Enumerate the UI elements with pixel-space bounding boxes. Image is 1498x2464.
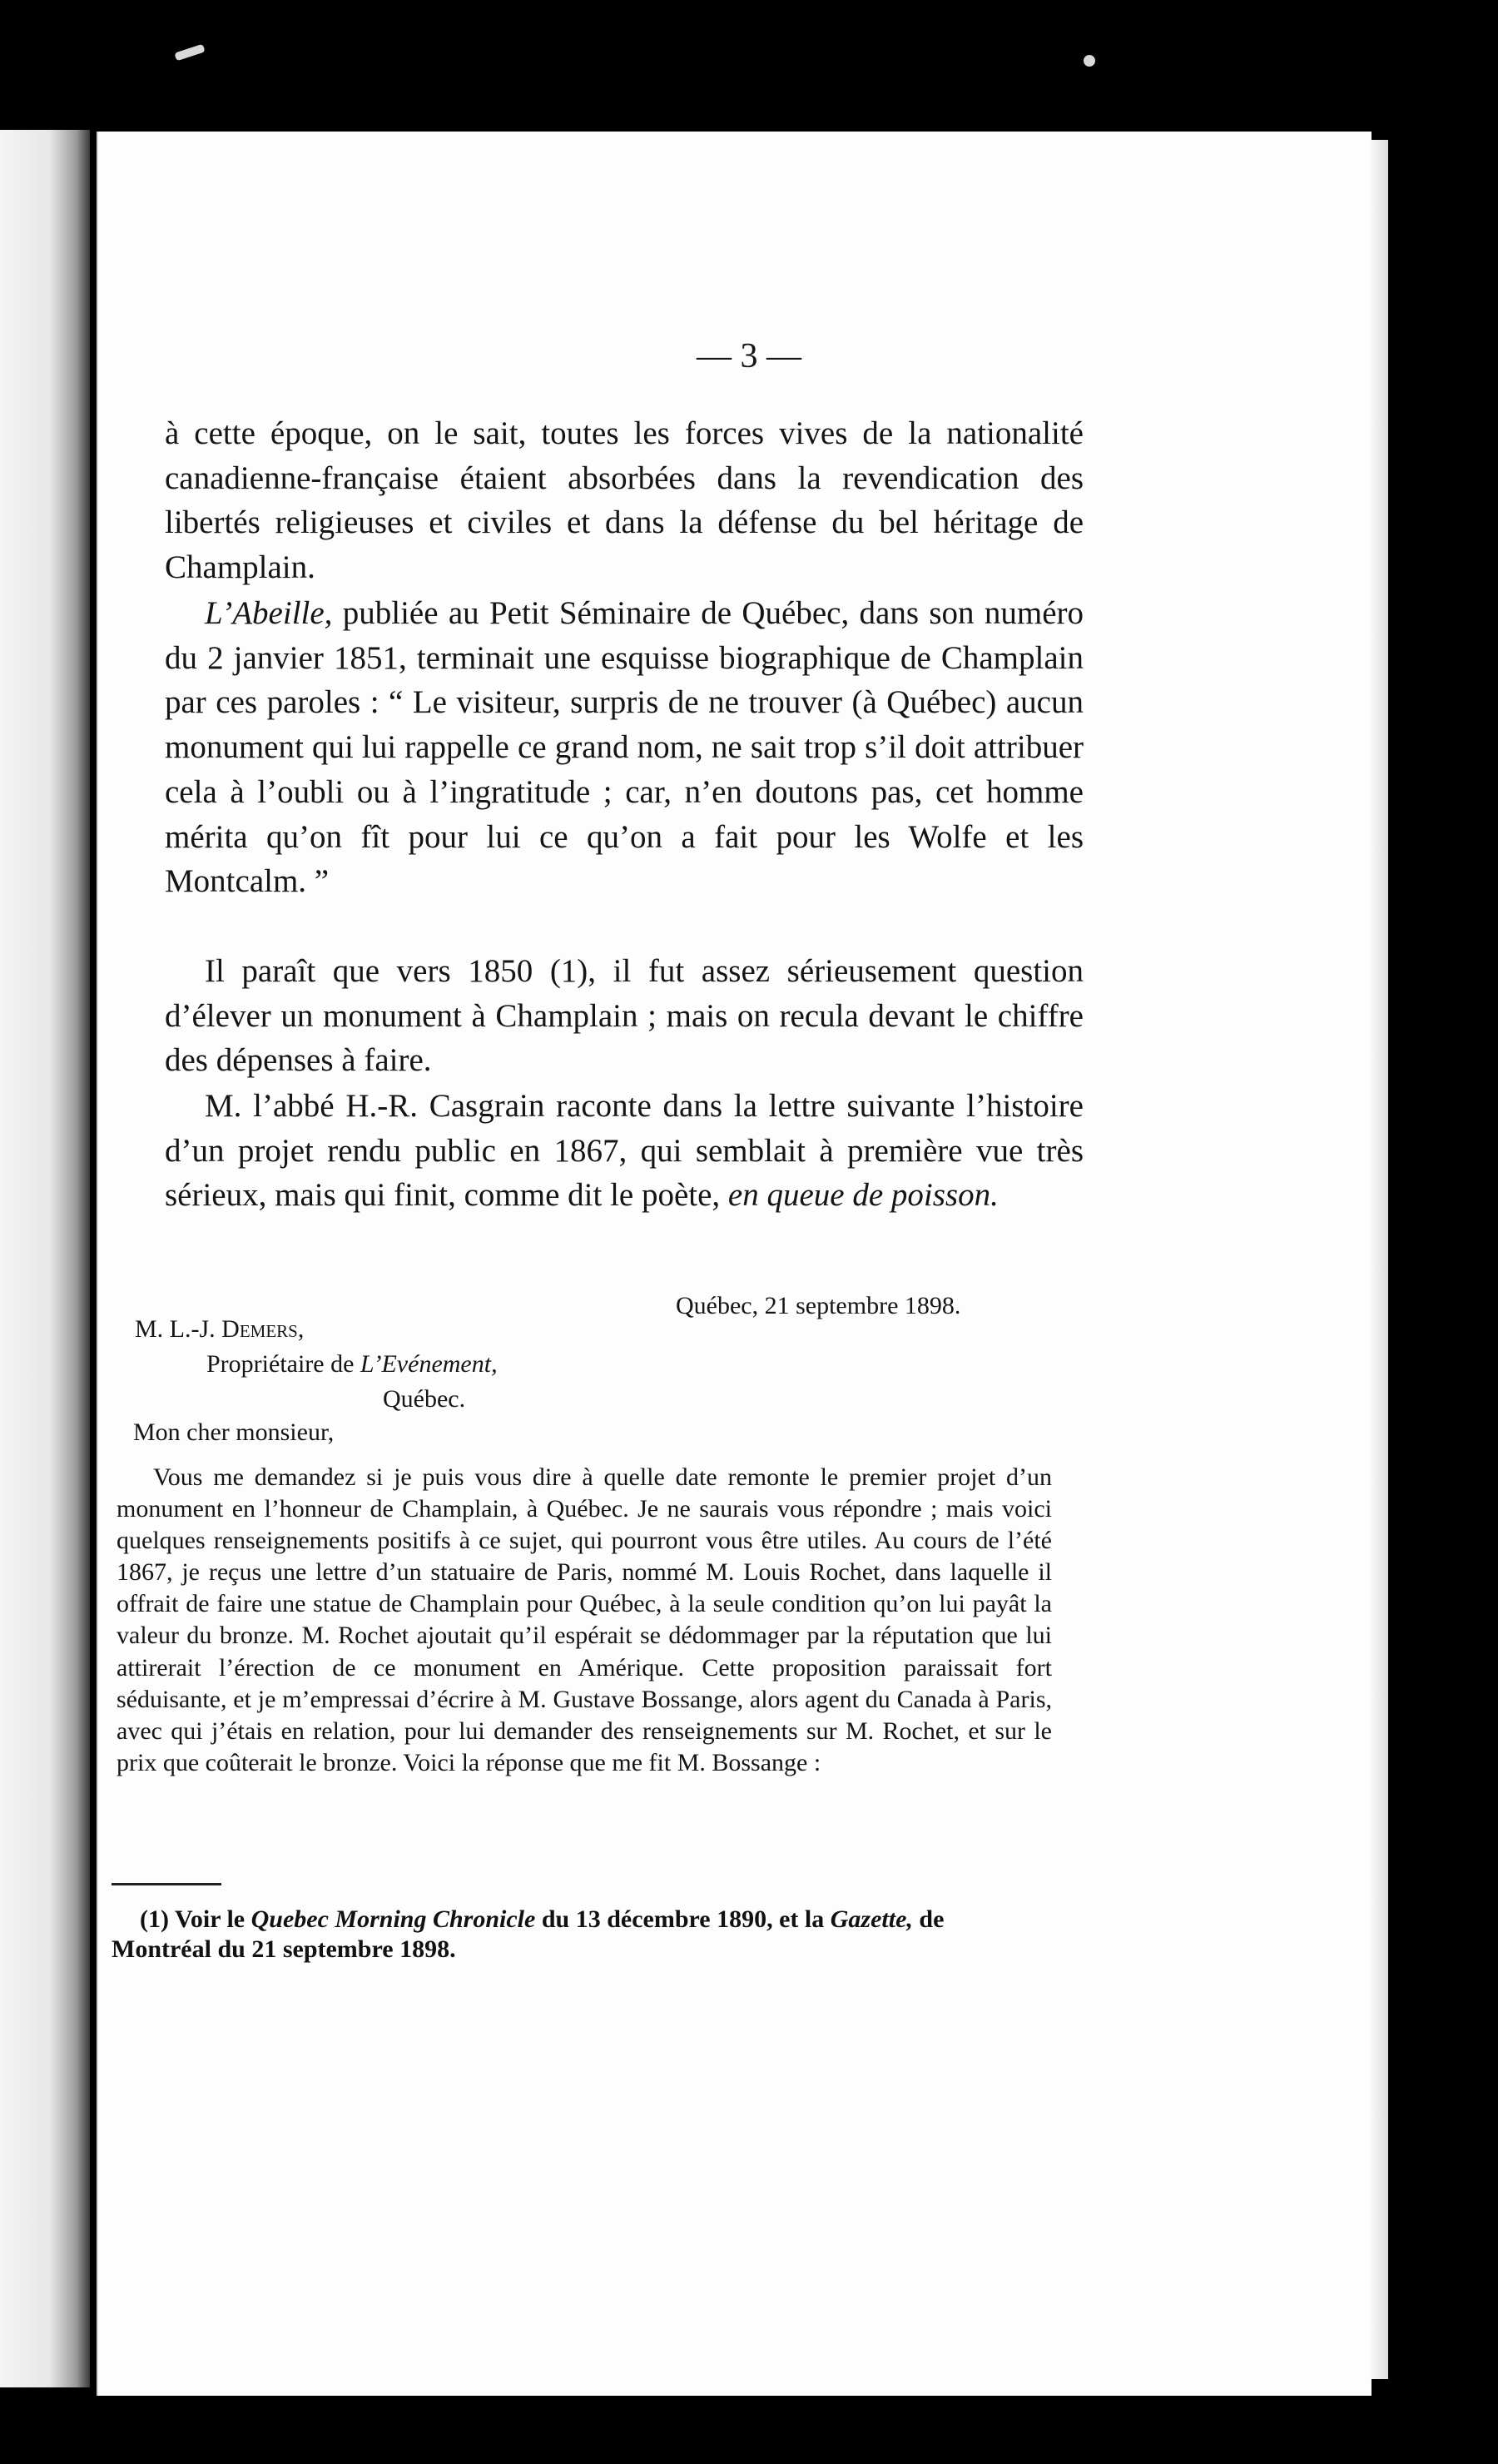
paragraph-2-lead: publiée au Petit Séminaire de Québec, dans son [332, 595, 975, 631]
letter-addressee [135, 1315, 304, 1344]
addressee-paper: L’Evénement, [360, 1350, 498, 1378]
paragraph-4 [165, 1084, 1084, 1218]
paragraph-2 [165, 591, 1084, 904]
footnote-marker: (1) [140, 1905, 169, 1933]
footnote-text-before: Voir le [174, 1905, 246, 1933]
scan-mark-left [174, 44, 205, 62]
footnote-text-middle: du 13 décembre 1890, et la [541, 1905, 825, 1933]
letter-salutation: Mon cher monsieur, [133, 1418, 335, 1446]
letter-addressee-role [206, 1350, 498, 1379]
addressee-prefix: M. L.-J. [135, 1315, 216, 1343]
footnote-rule [112, 1883, 221, 1885]
paragraph-3: Il paraît que vers 1850 (1), il fut assez sérieusement question d’élever un monument à Champlain ; mais on recula devant le chiffre des dépenses à faire. [165, 953, 1084, 1079]
page-edge-shadow [1370, 140, 1388, 2379]
scan-mark-right [1084, 55, 1095, 67]
addressee-name: Demers, [221, 1315, 305, 1343]
book-spine-left-page-edge [0, 130, 90, 2387]
page-number: — 3 — [697, 337, 801, 375]
letter-addressee-city: Québec. [383, 1385, 466, 1413]
letter-body: Vous me demandez si je puis vous dire à quelle date remonte le premier projet d’un monument en l’honneur de Champlain, à Québec. Je ne saurais vous répondre ; mais voici quelques renseignements positifs à ce sujet, qui pourront vous être utiles. Au cours de l’été 1867, je reçus une lettre d’un statuaire de Paris, nommé M. Louis Rochet, dans laquelle il offrait de faire une statue de Champlain pour Québec, à la seule condition qu’on lui payât la valeur du bronze. M. Rochet ajoutait qu’il espérait se dédommager par la réputation que lui attirerait l’érection de ce monument en Amérique. Cette proposition paraissait fort séduisante, et je m’empressai d’écrire à M. Gustave Bossange, alors agent du Canada à Paris, avec qui j’étais en relation, pour lui demander des renseignements sur M. Rochet, et sur le prix que coûterait le bronze. Voici la réponse que me fit M. Bossange : [117, 1463, 1052, 1776]
paragraph-4-body: M. l’abbé H.-R. Casgrain raconte dans la lettre suivante l’histoire d’un projet rendu public en 1867, qui semblait à première vue très sérieux, mais qui finit, comme dit le poète, [165, 1088, 1084, 1214]
letter-date: Québec, 21 septembre 1898. [676, 1292, 961, 1319]
paragraph-4-italic-end: en queue de poisson. [727, 1177, 999, 1214]
addressee-role-prefix: Propriétaire de [206, 1350, 355, 1378]
paragraph-2-body: numéro du 2 janvier 1851, terminait une esquisse biographique de Champlain par ces paroles : “ Le visiteur, surpris de ne trouver (à Québec) aucun monument qui lui rappelle ce grand nom, ne sait trop s’il doit attribuer cela à l’oubli ou à l’ingratitude ; car, n’en doutons pas, cet homme mérita qu’on fît pour lui ce qu’on a fait pour les Wolfe et les Montcalm. ” [165, 595, 1084, 900]
footnote [112, 1905, 1035, 1965]
footnote-paper-2: Gazette, [830, 1905, 913, 1933]
footnote-text-after: de Montréal du 21 septembre 1898. [112, 1905, 945, 1963]
footnote-paper-1: Quebec Morning Chronicle [250, 1905, 536, 1933]
paragraph-2-italic-lead: L’Abeille, [205, 595, 333, 631]
paragraph-1: à cette époque, on le sait, toutes les forces vives de la nationalité canadienne-française étaient absorbées dans la revendication des libertés religieuses et civiles et dans la défense du bel héritage de Champlain. [165, 415, 1084, 586]
